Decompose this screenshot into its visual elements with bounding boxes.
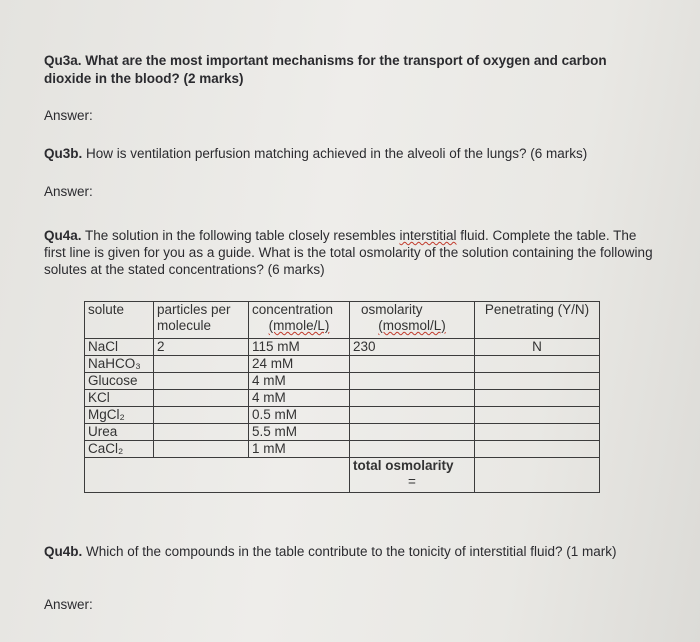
answer-label-3b: Answer:	[44, 184, 93, 199]
header-particles: particles per molecule	[154, 302, 249, 339]
header-osmolarity	[350, 302, 475, 339]
osmolarity-cell[interactable]	[350, 373, 475, 390]
question-3a	[44, 52, 644, 88]
table-row	[85, 407, 600, 424]
solute-cell[interactable]: Urea	[85, 424, 154, 441]
solute-cell[interactable]: NaCl	[85, 339, 154, 356]
particles-cell[interactable]	[154, 407, 249, 424]
total-row	[85, 458, 600, 493]
question-label: Qu3a.	[44, 53, 82, 68]
particles-cell[interactable]	[154, 441, 249, 458]
penetrating-cell[interactable]	[475, 407, 600, 424]
particles-cell[interactable]: 2	[154, 339, 249, 356]
question-4b	[44, 543, 654, 560]
solute-cell[interactable]: Glucose	[85, 373, 154, 390]
concentration-cell[interactable]: 115 mM	[249, 339, 350, 356]
concentration-cell[interactable]: 24 mM	[249, 356, 350, 373]
particles-cell[interactable]	[154, 373, 249, 390]
table-header-row	[85, 302, 600, 339]
solute-cell[interactable]: NaHCO₃	[85, 356, 154, 373]
question-text: The solution in the following table closely resembles	[85, 228, 400, 243]
table-row	[85, 373, 600, 390]
penetrating-cell[interactable]	[475, 373, 600, 390]
solute-cell[interactable]: KCl	[85, 390, 154, 407]
osmolarity-cell[interactable]	[350, 441, 475, 458]
penetrating-cell[interactable]	[475, 424, 600, 441]
header-concentration-label: concentration	[252, 302, 334, 317]
table-row	[85, 424, 600, 441]
osmolarity-cell[interactable]	[350, 356, 475, 373]
particles-cell[interactable]	[154, 356, 249, 373]
penetrating-cell[interactable]	[475, 390, 600, 407]
highlighted-word: interstitial	[399, 228, 457, 243]
question-label: Qu3b.	[44, 146, 83, 161]
particles-cell[interactable]	[154, 390, 249, 407]
concentration-cell[interactable]: 4 mM	[249, 373, 350, 390]
concentration-cell[interactable]: 4 mM	[249, 390, 350, 407]
question-3b	[44, 145, 664, 163]
solute-cell[interactable]: MgCl₂	[85, 407, 154, 424]
header-concentration-unit: (mmole/L)	[268, 318, 330, 333]
solutes-table	[84, 301, 600, 493]
total-osmolarity-cell	[350, 458, 475, 493]
table-row	[85, 339, 600, 356]
concentration-cell[interactable]: 1 mM	[249, 441, 350, 458]
question-text: What are the most important mechanisms for the transport of oxygen and carbon dioxide in the blood? (2 marks)	[44, 53, 607, 86]
header-penetrating: Penetrating (Y/N)	[475, 302, 600, 339]
table-row	[85, 441, 600, 458]
answer-label-3a: Answer:	[44, 108, 93, 123]
question-label: Qu4a.	[44, 228, 82, 243]
answer-label-4b: Answer:	[44, 597, 93, 612]
header-concentration	[249, 302, 350, 339]
penetrating-cell[interactable]	[475, 441, 600, 458]
header-osmolarity-unit: (mosmol/L)	[378, 318, 446, 333]
total-value: =	[408, 474, 416, 489]
penetrating-cell[interactable]	[475, 356, 600, 373]
solute-cell[interactable]: CaCl₂	[85, 441, 154, 458]
question-label: Qu4b.	[44, 544, 83, 559]
osmolarity-cell[interactable]: 230	[350, 339, 475, 356]
total-label: total osmolarity	[353, 458, 454, 473]
osmolarity-cell[interactable]	[350, 424, 475, 441]
header-solute: solute	[85, 302, 154, 339]
question-text: Which of the compounds in the table contribute to the tonicity of interstitial fluid? (1 mark)	[86, 544, 617, 559]
table-row	[85, 390, 600, 407]
concentration-cell[interactable]: 5.5 mM	[249, 424, 350, 441]
osmolarity-cell[interactable]	[350, 407, 475, 424]
header-osmolarity-label: osmolarity	[361, 302, 423, 317]
question-4a	[44, 227, 654, 278]
question-text: How is ventilation perfusion matching achieved in the alveoli of the lungs? (6 marks)	[86, 146, 588, 161]
penetrating-cell[interactable]: N	[475, 339, 600, 356]
table-row	[85, 356, 600, 373]
concentration-cell[interactable]: 0.5 mM	[249, 407, 350, 424]
particles-cell[interactable]	[154, 424, 249, 441]
osmolarity-cell[interactable]	[350, 390, 475, 407]
question-text-cont: fluid. Complete the table. The first line is given for you as a guide. What is the total osmolarity of the solution containing the following solutes at the stated concentrations? (6 marks)	[44, 228, 653, 277]
